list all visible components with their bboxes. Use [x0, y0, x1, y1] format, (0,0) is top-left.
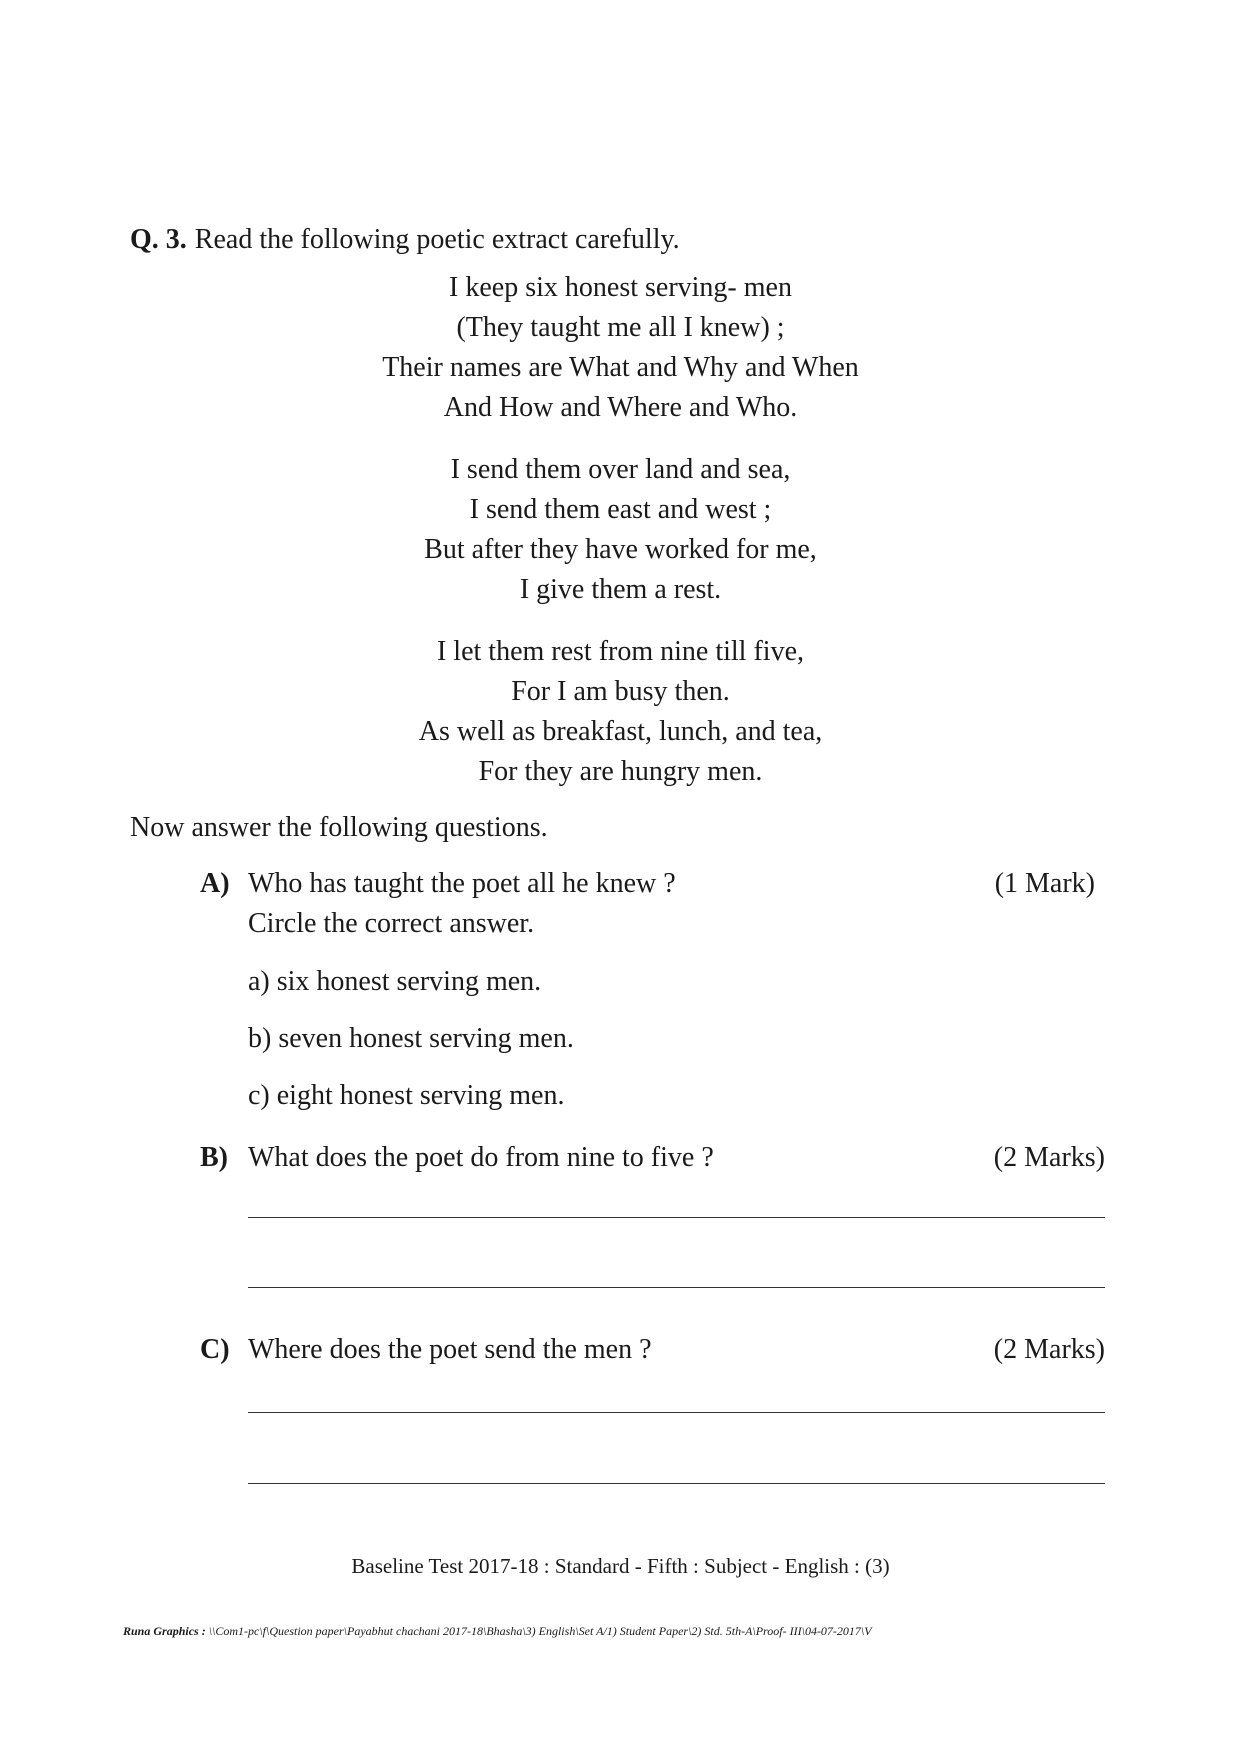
poem-line: I keep six honest serving- men: [449, 272, 792, 303]
poem-stanza: [0, 632, 1241, 792]
question-b-marks: (2 Marks): [993, 1142, 1105, 1173]
poem-line: As well as breakfast, lunch, and tea,: [418, 716, 823, 747]
question-c: [200, 1330, 1105, 1370]
question-b: [200, 1138, 1105, 1178]
question-c-label: C): [200, 1334, 230, 1365]
question-a: [200, 864, 1105, 904]
question-b-label: B): [200, 1142, 228, 1173]
question-c-marks: (2 Marks): [993, 1334, 1105, 1365]
answer-option-c[interactable]: c) eight honest serving men.: [248, 1080, 565, 1111]
poem-line: Their names are What and Why and When: [382, 352, 859, 383]
answer-line[interactable]: [248, 1287, 1105, 1288]
poem-line: For they are hungry men.: [478, 756, 763, 787]
poem-extract: [0, 268, 1241, 814]
poem-line: (They taught me all I knew) ;: [456, 312, 785, 343]
poem-line: I send them over land and sea,: [450, 454, 791, 485]
answer-line[interactable]: [248, 1483, 1105, 1484]
poem-stanza: [0, 450, 1241, 610]
printer-brand: Runa Graphics :: [123, 1624, 206, 1638]
question-heading-text: Read the following poetic extract carefully.: [194, 224, 680, 255]
question-c-text: Where does the poet send the men ?: [248, 1334, 652, 1365]
poem-line: But after they have worked for me,: [424, 534, 817, 565]
question-a-label: A): [200, 868, 230, 899]
poem-line: I let them rest from nine till five,: [436, 636, 804, 667]
poem-line: I send them east and west ;: [469, 494, 772, 525]
answer-option-b[interactable]: b) seven honest serving men.: [248, 1023, 574, 1054]
answer-option-a[interactable]: a) six honest serving men.: [248, 966, 542, 997]
answer-options: [248, 962, 574, 1133]
answer-line[interactable]: [248, 1217, 1105, 1218]
question-b-text: What does the poet do from nine to five ?: [248, 1142, 714, 1173]
printer-path: \\Com1-pc\f\Question paper\Payabhut chachani 2017-18\Bhasha\3) English\Set A/1) Student Paper\2) Std. 5th-A\Proof- III\04-07-2017\V: [208, 1624, 872, 1638]
question-number: Q. 3.: [130, 224, 187, 255]
question-heading: [130, 224, 680, 256]
circle-instruction: Circle the correct answer.: [248, 908, 535, 939]
question-a-marks: (1 Mark): [994, 868, 1095, 899]
poem-line: And How and Where and Who.: [443, 392, 798, 423]
poem-line: For I am busy then.: [511, 676, 730, 707]
poem-line: I give them a rest.: [519, 574, 722, 605]
answer-instruction: Now answer the following questions.: [130, 812, 548, 843]
page-footer: Baseline Test 2017-18 : Standard - Fifth : Subject - English : (3): [351, 1554, 890, 1578]
question-a-text: Who has taught the poet all he knew ?: [248, 868, 676, 899]
answer-line[interactable]: [248, 1412, 1105, 1413]
poem-stanza: [0, 268, 1241, 428]
printer-note: [123, 1624, 872, 1639]
